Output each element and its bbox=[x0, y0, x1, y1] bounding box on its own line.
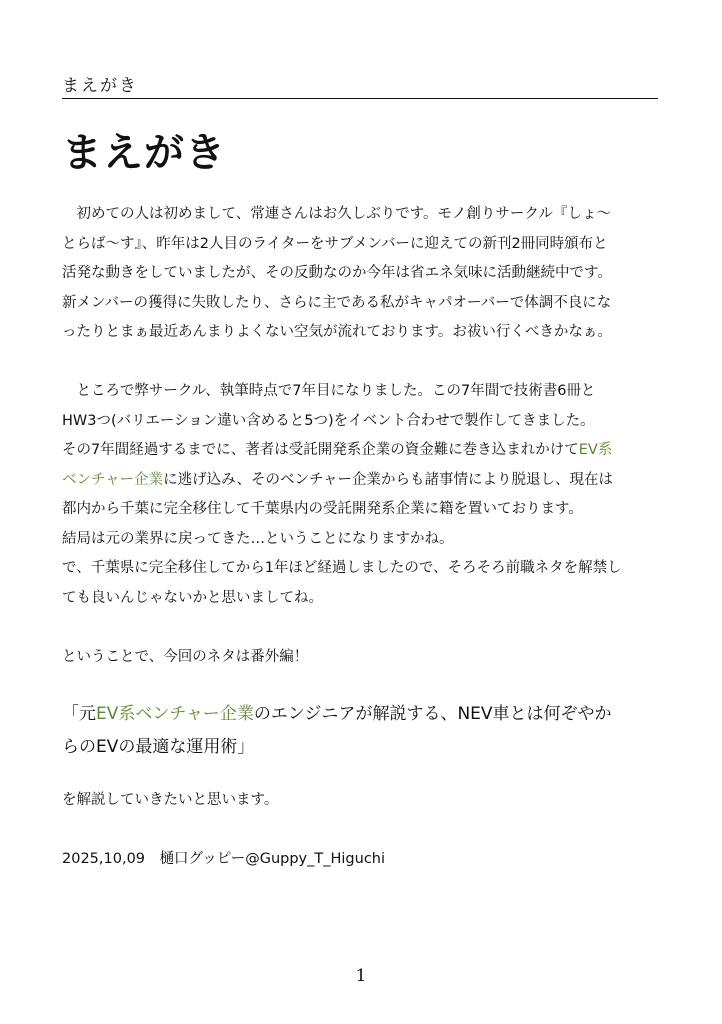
highlight-text: EV系ベンチャー企業 bbox=[96, 704, 254, 724]
text-line: 結局は元の業界に戻ってきた…ということになりますかね。 bbox=[62, 530, 454, 547]
text-line: 初めての人は初めまして、常連さんはお久しぶりです。モノ創りサークル『しょ〜 bbox=[76, 206, 611, 222]
text-line: ところで弊サークル、執筆時点で7年目になりました。この7年間で技術書6冊と bbox=[76, 383, 596, 399]
paragraph-topic: ということで、今回のネタは番外編！ bbox=[62, 648, 309, 665]
signature: 2025,10,09 樋口グッピー@Guppy_T_Higuchi bbox=[62, 851, 386, 867]
text-line: その7年間経過するまでに、著者は受託開発系企業の資金難に巻き込まれかけてEV系 bbox=[62, 442, 613, 458]
text-line: ベンチャー企業に逃げ込み、そのベンチャー企業からも諸事情により脱退し、現在は bbox=[62, 471, 614, 488]
text-line: ても良いんじゃないかと思いましてね。 bbox=[62, 589, 323, 606]
paragraph-intro bbox=[62, 200, 662, 348]
text-line: HW3つ(バリエーション違い含めると5つ)をイベント合わせで製作してきました。 bbox=[62, 412, 595, 429]
page-title: まえがき bbox=[62, 130, 226, 176]
quote-line: らのEVの最適な運用術」 bbox=[62, 737, 255, 757]
highlight-text: ベンチャー企業 bbox=[62, 471, 164, 488]
paragraph-history bbox=[62, 377, 662, 613]
topic-quote bbox=[62, 698, 662, 764]
paragraph-closing: を解説していきたいと思います。 bbox=[62, 792, 279, 808]
text-line: とらば〜す』、昨年は2人目のライターをサブメンバーに迎えての新刊2冊同時頒布と bbox=[62, 235, 608, 252]
text-line: 活発な動きをしていましたが、その反動なのか今年は省エネ気味に活動継続中です。 bbox=[62, 265, 612, 281]
body-text bbox=[62, 200, 662, 875]
text-line: ったりとまぁ最近あんまりよくない空気が流れております。お祓い行くべきかなぁ。 bbox=[62, 324, 612, 340]
text-line: 新メンバーの獲得に失敗したり、さらに主である私がキャパオーバーで体調不良にな bbox=[62, 294, 612, 311]
text-line: で、千葉県に完全移住してから1年ほど経過しましたので、そろそろ前職ネタを解禁し bbox=[62, 560, 622, 576]
page-number: 1 bbox=[355, 966, 367, 986]
text-line: 都内から千葉に完全移住して千葉県内の受託開発系企業に籍を置いております。 bbox=[62, 501, 583, 517]
quote-line: 「元EV系ベンチャー企業のエンジニアが解説する、NEV車とは何ぞやか bbox=[62, 704, 612, 724]
highlight-text: EV系 bbox=[578, 442, 613, 458]
running-header: まえがき bbox=[62, 76, 658, 99]
